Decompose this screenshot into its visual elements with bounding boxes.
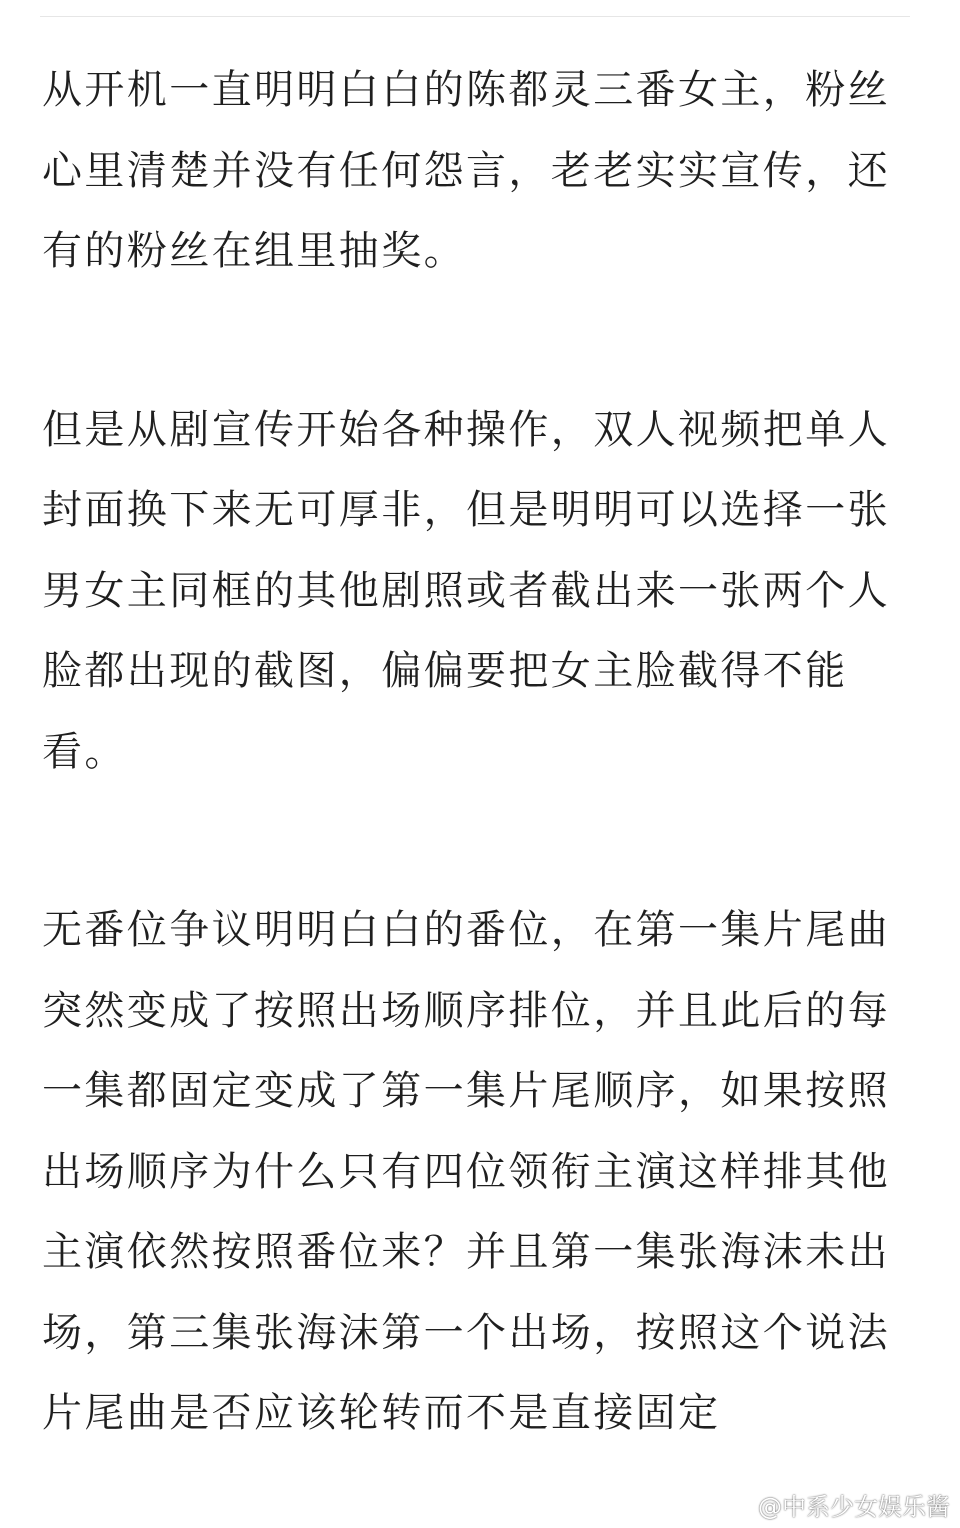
paragraph-3: 无番位争议明明白白的番位，在第一集片尾曲突然变成了按照出场顺序排位，并且此后的每一集都固定变成了第一集片尾顺序，如果按照出场顺序为什么只有四位领衔主演这样排其他主演依然按照番位来？并且第一集张海沫未出场，第三集张海沫第一个出场，按照这个说法片尾曲是否应该轮转而不是直接固定 bbox=[42, 907, 890, 1436]
watermark-text: @中系少女娱乐酱 bbox=[758, 1493, 950, 1521]
article-body bbox=[42, 50, 918, 1454]
paragraph-2: 但是从剧宣传开始各种操作，双人视频把单人封面换下来无可厚非，但是明明可以选择一张男女主同框的其他剧照或者截出来一张两个人脸都出现的截图，偏偏要把女主脸截得不能看。 bbox=[42, 406, 890, 775]
watermark bbox=[722, 1492, 950, 1522]
weibo-icon bbox=[722, 1495, 752, 1519]
top-divider bbox=[40, 0, 910, 17]
paragraph-1: 从开机一直明明白白的陈都灵三番女主，粉丝心里清楚并没有任何怨言，老老实实宣传，还有的粉丝在组里抽奖。 bbox=[42, 67, 890, 274]
